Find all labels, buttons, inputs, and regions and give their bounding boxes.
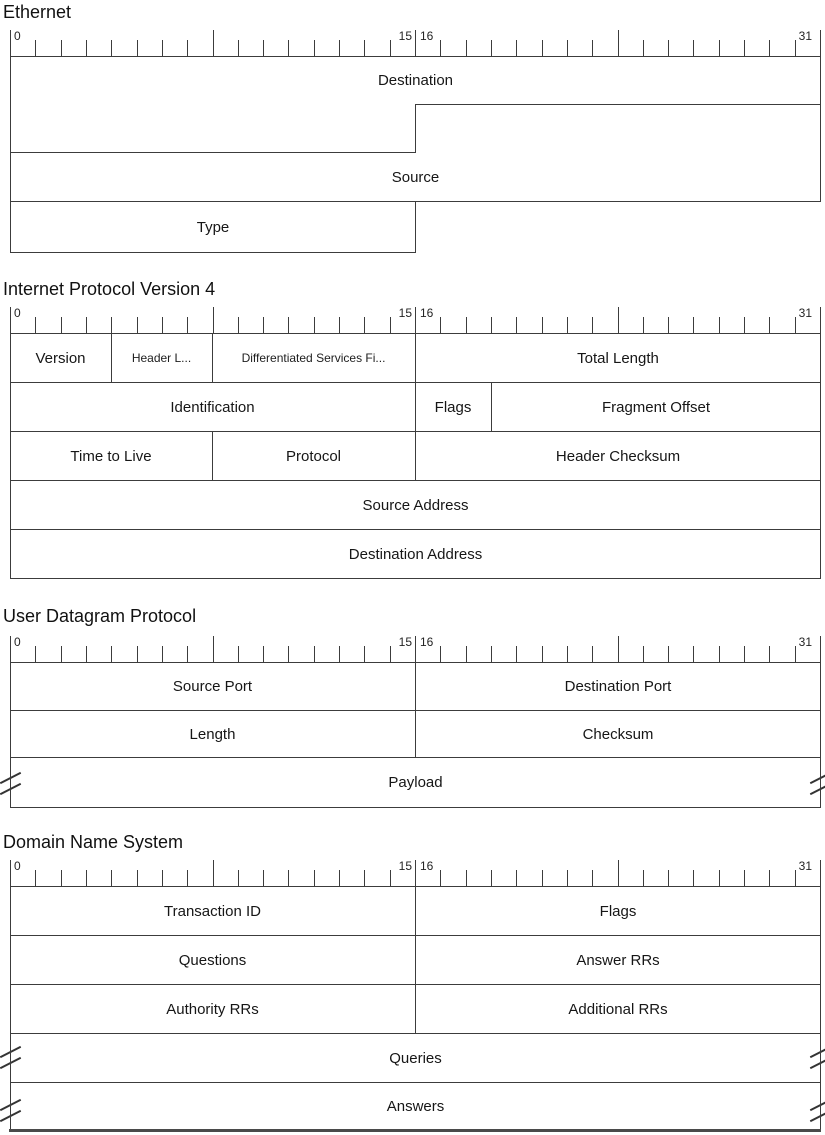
ruler-tick <box>440 40 441 56</box>
ruler-label-16: 16 <box>420 306 434 320</box>
ruler-label-15: 15 <box>398 29 412 43</box>
field-eth-source[interactable]: Source <box>391 168 440 186</box>
ruler-tick <box>491 40 492 56</box>
ruler-tick <box>668 317 669 333</box>
field-dns-questions[interactable]: Questions <box>178 951 247 969</box>
ruler-tick <box>693 40 694 56</box>
border-line <box>415 935 416 985</box>
ruler-label-31: 31 <box>798 859 812 873</box>
ruler-tick <box>86 646 87 662</box>
border-line <box>491 382 492 432</box>
ruler-tick <box>719 317 720 333</box>
border-line <box>415 382 416 432</box>
ruler-tick <box>719 40 720 56</box>
border-line <box>415 333 416 383</box>
ruler-tick <box>567 40 568 56</box>
border-line <box>415 636 416 663</box>
ruler-tick <box>86 317 87 333</box>
ruler-tick <box>111 40 112 56</box>
ruler-label-16: 16 <box>420 29 434 43</box>
border-line <box>10 1082 821 1083</box>
ruler-tick <box>466 317 467 333</box>
ruler-label-31: 31 <box>798 306 812 320</box>
field-ip-version[interactable]: Version <box>35 349 86 367</box>
border-line <box>212 333 213 383</box>
ruler-tick <box>592 646 593 662</box>
ruler-label-0: 0 <box>14 859 21 873</box>
section-title-ipv4: Internet Protocol Version 4 <box>3 279 216 299</box>
field-ip-header-checksum[interactable]: Header Checksum <box>555 447 681 465</box>
ruler-tick <box>339 317 340 333</box>
ruler-tick <box>288 317 289 333</box>
border-line <box>10 529 821 530</box>
ruler-tick <box>263 40 264 56</box>
field-ip-dsf[interactable]: Differentiated Services Fi... <box>241 351 386 365</box>
border-line <box>415 710 416 758</box>
ruler-tick <box>339 646 340 662</box>
ruler-tick <box>491 317 492 333</box>
ruler-tick <box>542 40 543 56</box>
ruler-tick <box>288 870 289 886</box>
ruler-tick <box>187 646 188 662</box>
ruler-tick <box>162 646 163 662</box>
ruler-tick <box>263 870 264 886</box>
ruler-tick <box>516 646 517 662</box>
field-ip-header-length[interactable]: Header L... <box>131 351 192 365</box>
ruler-label-16: 16 <box>420 635 434 649</box>
ruler-label-31: 31 <box>798 635 812 649</box>
ruler-tick <box>61 870 62 886</box>
ruler-tick <box>668 870 669 886</box>
border-line <box>415 30 416 57</box>
ruler-tick <box>61 40 62 56</box>
border-line <box>10 578 821 579</box>
border-line <box>415 984 416 1034</box>
ruler-tick <box>693 646 694 662</box>
ruler-tick <box>263 317 264 333</box>
border-line <box>10 30 11 253</box>
ruler-tick <box>213 307 214 333</box>
field-dns-queries[interactable]: Queries <box>389 1049 442 1067</box>
ruler-tick <box>744 870 745 886</box>
ruler-label-0: 0 <box>14 29 21 43</box>
ruler-tick <box>516 317 517 333</box>
border-line <box>10 152 416 153</box>
field-ip-protocol[interactable]: Protocol <box>285 447 342 465</box>
ruler-tick <box>618 860 619 886</box>
ruler-tick <box>719 870 720 886</box>
ruler-tick <box>314 646 315 662</box>
ruler-tick <box>35 317 36 333</box>
border-line <box>10 56 821 57</box>
ruler-label-0: 0 <box>14 635 21 649</box>
ruler-tick <box>187 870 188 886</box>
ruler-tick <box>263 646 264 662</box>
ruler-tick <box>390 40 391 56</box>
ruler-tick <box>390 870 391 886</box>
ruler-tick <box>567 646 568 662</box>
ruler-tick <box>364 646 365 662</box>
ruler-tick <box>618 30 619 56</box>
border-line <box>415 104 416 153</box>
field-udp-source-port[interactable]: Source Port <box>172 678 253 695</box>
ruler-tick <box>339 40 340 56</box>
border-line <box>10 860 11 1131</box>
ruler-tick <box>238 646 239 662</box>
ruler-tick <box>516 870 517 886</box>
ruler-tick <box>137 646 138 662</box>
border-line <box>415 860 416 887</box>
ruler-tick <box>795 40 796 56</box>
ruler-tick <box>162 870 163 886</box>
ruler-tick <box>643 646 644 662</box>
field-dns-authority-rrs[interactable]: Authority RRs <box>166 1000 259 1018</box>
ruler-tick <box>187 317 188 333</box>
border-line <box>10 807 821 808</box>
ruler-tick <box>719 646 720 662</box>
border-line <box>415 201 416 253</box>
ruler-tick <box>592 317 593 333</box>
ruler-tick <box>592 40 593 56</box>
ruler-tick <box>769 646 770 662</box>
ruler-tick <box>35 646 36 662</box>
pane-bottom-edge <box>9 1129 821 1132</box>
ruler-tick <box>238 317 239 333</box>
ruler-tick <box>288 40 289 56</box>
field-udp-payload[interactable]: Payload <box>388 774 443 791</box>
ruler-tick <box>567 870 568 886</box>
ruler-tick <box>61 317 62 333</box>
ruler-tick <box>213 30 214 56</box>
ruler-tick <box>35 870 36 886</box>
ruler-tick <box>643 870 644 886</box>
ruler-tick <box>491 646 492 662</box>
ruler-tick <box>643 317 644 333</box>
ruler-label-16: 16 <box>420 859 434 873</box>
ruler-tick <box>364 870 365 886</box>
ruler-tick <box>238 40 239 56</box>
border-line <box>10 307 11 579</box>
ruler-tick <box>111 646 112 662</box>
ruler-label-15: 15 <box>398 306 412 320</box>
ruler-tick <box>364 317 365 333</box>
border-line <box>212 431 213 481</box>
ruler-tick <box>314 870 315 886</box>
ruler-tick <box>213 636 214 662</box>
ruler-label-15: 15 <box>398 859 412 873</box>
field-dns-answer-rrs[interactable]: Answer RRs <box>576 951 660 969</box>
border-line <box>415 104 821 105</box>
ruler-tick <box>643 40 644 56</box>
field-udp-destination-port[interactable]: Destination Port <box>564 678 672 695</box>
ruler-tick <box>567 317 568 333</box>
field-ip-destination-address[interactable]: Destination Address <box>348 545 483 563</box>
ruler-tick <box>162 317 163 333</box>
ruler-tick <box>390 646 391 662</box>
field-dns-transaction-id[interactable]: Transaction ID <box>164 902 261 920</box>
ruler-tick <box>137 40 138 56</box>
ruler-tick <box>466 40 467 56</box>
ruler-tick <box>491 870 492 886</box>
border-line <box>415 662 416 711</box>
ruler-tick <box>693 870 694 886</box>
ruler-tick <box>795 870 796 886</box>
border-line <box>111 333 112 383</box>
ruler-tick <box>668 646 669 662</box>
ruler-tick <box>314 317 315 333</box>
ruler-tick <box>314 40 315 56</box>
ruler-tick <box>86 870 87 886</box>
section-title-udp: User Datagram Protocol <box>3 606 197 626</box>
ruler-tick <box>744 40 745 56</box>
ruler-tick <box>744 646 745 662</box>
field-dns-flags[interactable]: Flags <box>599 902 637 920</box>
ruler-tick <box>744 317 745 333</box>
field-dns-additional-rrs[interactable]: Additional RRs <box>568 1000 668 1018</box>
ruler-tick <box>86 40 87 56</box>
field-ip-time-to-live[interactable]: Time to Live <box>70 447 152 465</box>
ruler-tick <box>440 317 441 333</box>
border-line <box>10 252 416 253</box>
border-line <box>415 431 416 481</box>
ruler-tick <box>390 317 391 333</box>
ruler-tick <box>61 646 62 662</box>
ruler-tick <box>769 40 770 56</box>
ruler-tick <box>542 870 543 886</box>
field-ip-identification[interactable]: Identification <box>170 398 255 416</box>
ruler-tick <box>516 40 517 56</box>
ruler-tick <box>769 870 770 886</box>
border-line <box>820 860 821 1131</box>
field-udp-length[interactable]: Length <box>189 725 236 743</box>
ruler-tick <box>466 646 467 662</box>
ruler-tick <box>238 870 239 886</box>
ruler-tick <box>35 40 36 56</box>
ruler-tick <box>542 646 543 662</box>
field-dns-answers[interactable]: Answers <box>386 1097 445 1115</box>
section-title-dns: Domain Name System <box>3 832 184 852</box>
ruler-tick <box>668 40 669 56</box>
field-ip-source-address[interactable]: Source Address <box>362 496 469 514</box>
ruler-tick <box>769 317 770 333</box>
ruler-tick <box>440 870 441 886</box>
field-ip-fragment-offset[interactable]: Fragment Offset <box>601 398 711 416</box>
ruler-tick <box>618 307 619 333</box>
ruler-tick <box>111 317 112 333</box>
ruler-tick <box>339 870 340 886</box>
field-eth-destination[interactable]: Destination <box>377 72 454 89</box>
border-line <box>820 307 821 579</box>
ruler-tick <box>111 870 112 886</box>
ruler-tick <box>187 40 188 56</box>
field-ip-total-length[interactable]: Total Length <box>577 349 659 367</box>
ruler-label-0: 0 <box>14 306 21 320</box>
ruler-tick <box>288 646 289 662</box>
ruler-tick <box>364 40 365 56</box>
ruler-tick <box>162 40 163 56</box>
ruler-tick <box>466 870 467 886</box>
ruler-tick <box>440 646 441 662</box>
ruler-label-31: 31 <box>798 29 812 43</box>
ruler-tick <box>213 860 214 886</box>
field-udp-checksum[interactable]: Checksum <box>582 725 654 743</box>
border-line <box>415 307 416 334</box>
field-eth-type[interactable]: Type <box>196 218 230 236</box>
field-ip-flags[interactable]: Flags <box>434 398 472 416</box>
ruler-tick <box>137 870 138 886</box>
ruler-tick <box>592 870 593 886</box>
ruler-label-15: 15 <box>398 635 412 649</box>
ruler-tick <box>795 317 796 333</box>
ruler-tick <box>795 646 796 662</box>
border-line <box>415 886 416 936</box>
section-title-ethernet: Ethernet <box>3 2 72 22</box>
ruler-tick <box>618 636 619 662</box>
ruler-tick <box>693 317 694 333</box>
ruler-tick <box>542 317 543 333</box>
ruler-tick <box>137 317 138 333</box>
